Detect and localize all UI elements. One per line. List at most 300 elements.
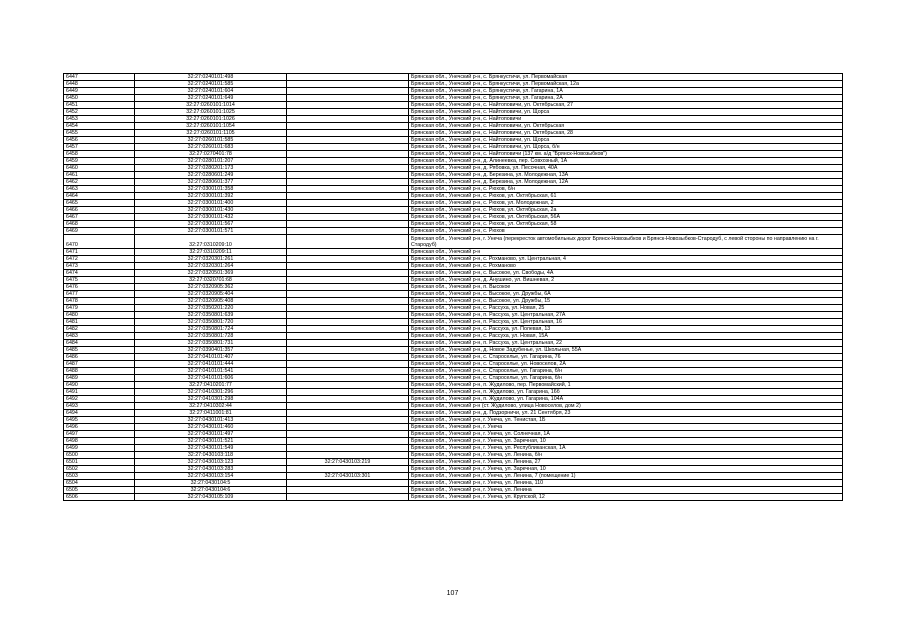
table-row [64, 179, 843, 186]
address-cell: Брянская обл., Унечский р-н, г. Унеча, ул. Ленина, 27 [409, 459, 843, 466]
table-row [64, 375, 843, 382]
related-cadastral-cell [287, 116, 409, 123]
row-number-cell: 6491 [64, 389, 135, 396]
row-number-cell: 6496 [64, 424, 135, 431]
address-cell: Брянская обл., Унечский р-н, с. Брянкустичи, ул. Гагарина, 2А [409, 95, 843, 102]
cadastral-number-cell: 32:27:0300101:571 [135, 228, 287, 235]
row-number-cell: 6506 [64, 494, 135, 501]
table-row [64, 438, 843, 445]
related-cadastral-cell [287, 263, 409, 270]
cadastral-number-cell: 32:27:0310209:10 [135, 235, 287, 249]
registry-table-container [63, 73, 842, 501]
table-row [64, 312, 843, 319]
related-cadastral-cell [287, 235, 409, 249]
related-cadastral-cell [287, 466, 409, 473]
address-cell: Брянская обл., Унечский р-н, с. Рассуха, ул. Новая, 15А [409, 333, 843, 340]
cadastral-number-cell: 32:27:0280601:249 [135, 172, 287, 179]
cadastral-number-cell: 32:27:0280201:173 [135, 165, 287, 172]
table-row [64, 487, 843, 494]
cadastral-number-cell: 32:27:0260101:683 [135, 144, 287, 151]
row-number-cell: 6504 [64, 480, 135, 487]
address-cell: Брянская обл., Унечский р-н, с. Рюхов, б/н [409, 186, 843, 193]
table-row [64, 214, 843, 221]
related-cadastral-cell [287, 228, 409, 235]
address-cell: Брянская обл., Унечский р-н, п. Рассуха, ул. Центральная, 16 [409, 319, 843, 326]
related-cadastral-cell [287, 298, 409, 305]
row-number-cell: 6449 [64, 88, 135, 95]
address-cell: Брянская обл., Унечский р-н, с. Найтоповичи, ул. Щорса [409, 109, 843, 116]
address-cell: Брянская обл., Унечский р-н, д. Березина, ул. Молодежная, 13А [409, 172, 843, 179]
address-cell: Брянская обл., Унечский р-н, с. Старосельe, ул. Новоселов, 2А [409, 361, 843, 368]
address-cell: Брянская обл., Унечский р-н, с. Рюхов, ул. Октябрьская, 2а [409, 207, 843, 214]
cadastral-number-cell: 32:27:0430104:5 [135, 480, 287, 487]
row-number-cell: 6455 [64, 130, 135, 137]
cadastral-number-cell: 32:27:0430101:497 [135, 431, 287, 438]
cadastral-number-cell: 32:27:0430101:413 [135, 417, 287, 424]
cadastral-number-cell: 32:27:0430103:123 [135, 459, 287, 466]
row-number-cell: 6482 [64, 326, 135, 333]
address-cell: Брянская обл., Унечский р-н, с. Высокое, ул. Свободы, 4А [409, 270, 843, 277]
table-row [64, 109, 843, 116]
row-number-cell: 6468 [64, 221, 135, 228]
related-cadastral-cell [287, 494, 409, 501]
table-row [64, 165, 843, 172]
address-cell: Брянская обл., Унечский р-н, с. Рюхов [409, 228, 843, 235]
table-row [64, 207, 843, 214]
address-cell: Брянская обл., Унечский р-н, д. Березина, ул. Молодежная, 12А [409, 179, 843, 186]
related-cadastral-cell [287, 424, 409, 431]
row-number-cell: 6481 [64, 319, 135, 326]
related-cadastral-cell [287, 95, 409, 102]
address-cell: Брянская обл., Унечский р-н, д. Новое Задубенье, ул. Школьная, 55А [409, 347, 843, 354]
cadastral-number-cell: 32:27:0430103:118 [135, 452, 287, 459]
related-cadastral-cell [287, 284, 409, 291]
row-number-cell: 6461 [64, 172, 135, 179]
row-number-cell: 6502 [64, 466, 135, 473]
address-cell: Брянская обл., Унечский р-н, с. Старосельe, ул. Гагарина, б/н [409, 368, 843, 375]
row-number-cell: 6473 [64, 263, 135, 270]
address-cell: Брянская обл., Унечский р-н, г. Унеча, ул. Республиканская, 1А [409, 445, 843, 452]
address-cell: Брянская обл., Унечский р-н, с. Рюхов, ул. Октябрьская, 61 [409, 193, 843, 200]
row-number-cell: 6498 [64, 438, 135, 445]
address-cell: Брянская обл., Унечский р-н, с. Брянкустичи, ул. Гагарина, 1А [409, 88, 843, 95]
table-row [64, 284, 843, 291]
row-number-cell: 6489 [64, 375, 135, 382]
address-cell: Брянская обл., Унечский р-н, с. Рассуха, ул. Полевая, 13 [409, 326, 843, 333]
table-row [64, 473, 843, 480]
row-number-cell: 6453 [64, 116, 135, 123]
related-cadastral-cell [287, 291, 409, 298]
cadastral-number-cell: 32:27:0310209:11 [135, 249, 287, 256]
row-number-cell: 6492 [64, 396, 135, 403]
related-cadastral-cell [287, 361, 409, 368]
cadastral-number-cell: 32:27:0320301:264 [135, 263, 287, 270]
cadastral-number-cell: 32:27:0430101:460 [135, 424, 287, 431]
cadastral-number-cell: 32:27:0430105:109 [135, 494, 287, 501]
table-row [64, 137, 843, 144]
row-number-cell: 6485 [64, 347, 135, 354]
related-cadastral-cell [287, 186, 409, 193]
cadastral-number-cell: 32:27:0350801:731 [135, 340, 287, 347]
table-row [64, 445, 843, 452]
row-number-cell: 6474 [64, 270, 135, 277]
table-row [64, 88, 843, 95]
related-cadastral-cell [287, 354, 409, 361]
address-cell: Брянская обл., Унечский р-н, с. Найтоповичи, ул. Щорса [409, 137, 843, 144]
related-cadastral-cell [287, 480, 409, 487]
related-cadastral-cell [287, 151, 409, 158]
address-cell: Брянская обл., Унечский р-н, с. Рюхов, ул. Молодежная, 2 [409, 200, 843, 207]
address-cell: Брянская обл., Унечский р-н (ст. Жудилово, улица Новоселов, дом 2) [409, 403, 843, 410]
related-cadastral-cell [287, 200, 409, 207]
row-number-cell: 6490 [64, 382, 135, 389]
row-number-cell: 6501 [64, 459, 135, 466]
row-number-cell: 6503 [64, 473, 135, 480]
related-cadastral-cell [287, 431, 409, 438]
row-number-cell: 6454 [64, 123, 135, 130]
related-cadastral-cell [287, 382, 409, 389]
row-number-cell: 6479 [64, 305, 135, 312]
address-cell: Брянская обл., Унечский р-н, п. Рассуха, ул. Центральная, 22 [409, 340, 843, 347]
cadastral-number-cell: 32:27:0300101:392 [135, 193, 287, 200]
related-cadastral-cell [287, 305, 409, 312]
related-cadastral-cell [287, 214, 409, 221]
cadastral-number-cell: 32:27:0350801:724 [135, 326, 287, 333]
related-cadastral-cell [287, 375, 409, 382]
related-cadastral-cell [287, 207, 409, 214]
table-row [64, 116, 843, 123]
cadastral-number-cell: 32:27:0300101:567 [135, 221, 287, 228]
row-number-cell: 6471 [64, 249, 135, 256]
address-cell: Брянская обл., Унечский р-н, г. Унеча, ул. Заречная, 10 [409, 466, 843, 473]
table-row [64, 410, 843, 417]
row-number-cell: 6458 [64, 151, 135, 158]
row-number-cell: 6493 [64, 403, 135, 410]
cadastral-number-cell: 32:27:0350801:720 [135, 319, 287, 326]
address-cell: Брянская обл., Унечский р-н, с. Старосельe, ул. Гагарина, 76 [409, 354, 843, 361]
cadastral-number-cell: 32:27:0320301:261 [135, 256, 287, 263]
address-cell: Брянская обл., Унечский р-н, с. Найтоповичи (137 км. а/д "Брянск-Новозыбков") [409, 151, 843, 158]
row-number-cell: 6480 [64, 312, 135, 319]
cadastral-number-cell: 32:27:0430101:521 [135, 438, 287, 445]
table-row [64, 193, 843, 200]
table-row [64, 403, 843, 410]
table-row [64, 431, 843, 438]
row-number-cell: 6469 [64, 228, 135, 235]
table-row [64, 81, 843, 88]
address-cell: Брянская обл., Унечский р-н, г. Унеча, ул. Ленина, 110 [409, 480, 843, 487]
table-row [64, 249, 843, 256]
related-cadastral-cell [287, 249, 409, 256]
address-cell: Брянская обл., Унечский р-н, д. Анушино, ул. Вишневая, 2 [409, 277, 843, 284]
related-cadastral-cell [287, 333, 409, 340]
cadastral-number-cell: 32:27:0270401:78 [135, 151, 287, 158]
cadastral-number-cell: 32:27:0320701:68 [135, 277, 287, 284]
row-number-cell: 6460 [64, 165, 135, 172]
cadastral-number-cell: 32:27:0430104:6 [135, 487, 287, 494]
table-row [64, 452, 843, 459]
row-number-cell: 6487 [64, 361, 135, 368]
address-cell: Брянская обл., Унечский р-н, п. Жудилово, ул. Гагарина, 16б [409, 389, 843, 396]
related-cadastral-cell [287, 326, 409, 333]
table-row [64, 389, 843, 396]
address-cell: Брянская обл., Унечский р-н, с. Найтоповичи, ул. Щорса, б/н [409, 144, 843, 151]
address-cell: Брянская обл., Унечский р-н, с. Рассуха, ул. Новая, 25 [409, 305, 843, 312]
related-cadastral-cell [287, 137, 409, 144]
cadastral-number-cell: 32:27:0260101:1026 [135, 116, 287, 123]
table-row [64, 95, 843, 102]
table-row [64, 74, 843, 81]
table-row [64, 221, 843, 228]
table-row [64, 494, 843, 501]
row-number-cell: 6478 [64, 298, 135, 305]
related-cadastral-cell [287, 452, 409, 459]
address-cell: Брянская обл., Унечский р-н, с. Высокое, ул. Дружбы, 15 [409, 298, 843, 305]
address-cell: Брянская обл., Унечский р-н, с. Старосельe, ул. Гагарина, б/н [409, 375, 843, 382]
cadastral-number-cell: 32:27:0411001:81 [135, 410, 287, 417]
related-cadastral-cell [287, 172, 409, 179]
cadastral-number-cell: 32:27:0300101:432 [135, 214, 287, 221]
table-row [64, 158, 843, 165]
cadastral-number-cell: 32:27:0410101:606 [135, 375, 287, 382]
table-row [64, 291, 843, 298]
cadastral-number-cell: 32:27:0410101:444 [135, 361, 287, 368]
table-row [64, 354, 843, 361]
row-number-cell: 6457 [64, 144, 135, 151]
address-cell: Брянская обл., Унечский р-н, с. Найтоповичи [409, 116, 843, 123]
table-row [64, 263, 843, 270]
row-number-cell: 6452 [64, 109, 135, 116]
row-number-cell: 6477 [64, 291, 135, 298]
related-cadastral-cell [287, 312, 409, 319]
table-row [64, 333, 843, 340]
cadastral-number-cell: 32:27:0260101:1014 [135, 102, 287, 109]
row-number-cell: 6494 [64, 410, 135, 417]
address-cell: Брянская обл., Унечский р-н, г. Унеча (перекресток автомобильных дорог Брянск-Новозыбков и Брянск-Новозыбков-Стародуб, с левой стороны по направлению на г. Стародуб) [409, 235, 843, 249]
table-row [64, 228, 843, 235]
table-row [64, 368, 843, 375]
related-cadastral-cell [287, 396, 409, 403]
related-cadastral-cell [287, 487, 409, 494]
related-cadastral-cell [287, 277, 409, 284]
related-cadastral-cell [287, 109, 409, 116]
row-number-cell: 6472 [64, 256, 135, 263]
row-number-cell: 6499 [64, 445, 135, 452]
table-row [64, 186, 843, 193]
address-cell: Брянская обл., Унечский р-н, с. Рюхов, ул. Октябрьская, 58 [409, 221, 843, 228]
address-cell: Брянская обл., Унечский р-н [409, 249, 843, 256]
address-cell: Брянская обл., Унечский р-н, г. Унеча, ул. Заречная, 10 [409, 438, 843, 445]
table-row [64, 270, 843, 277]
address-cell: Брянская обл., Унечский р-н, с. Найтоповичи, ул. Октябрьская, 28 [409, 130, 843, 137]
cadastral-number-cell: 32:27:0390401:357 [135, 347, 287, 354]
table-row [64, 298, 843, 305]
related-cadastral-cell [287, 347, 409, 354]
cadastral-number-cell: 32:27:0350801:639 [135, 312, 287, 319]
row-number-cell: 6448 [64, 81, 135, 88]
address-cell: Брянская обл., Унечский р-н, п. Высокое [409, 284, 843, 291]
cadastral-number-cell: 32:27:0240101:649 [135, 95, 287, 102]
row-number-cell: 6488 [64, 368, 135, 375]
related-cadastral-cell [287, 193, 409, 200]
table-row [64, 347, 843, 354]
related-cadastral-cell [287, 438, 409, 445]
address-cell: Брянская обл., Унечский р-н, п. Рассуха, ул. Центральная, 27А [409, 312, 843, 319]
address-cell: Брянская обл., Унечский р-н, д. Рябовка, ул. Песочная, 40А [409, 165, 843, 172]
row-number-cell: 6505 [64, 487, 135, 494]
table-row [64, 151, 843, 158]
address-cell: Брянская обл., Унечский р-н, д. Алинеевка, пер. Совхозный, 1А [409, 158, 843, 165]
cadastral-number-cell: 32:27:0430101:549 [135, 445, 287, 452]
related-cadastral-cell: 32:27:0430103:219 [287, 459, 409, 466]
row-number-cell: 6476 [64, 284, 135, 291]
row-number-cell: 6459 [64, 158, 135, 165]
related-cadastral-cell [287, 74, 409, 81]
row-number-cell: 6451 [64, 102, 135, 109]
table-row [64, 417, 843, 424]
table-row [64, 256, 843, 263]
row-number-cell: 6495 [64, 417, 135, 424]
address-cell: Брянская обл., Унечский р-н, с. Брянкустичи, ул. Первомайская, 12а [409, 81, 843, 88]
related-cadastral-cell [287, 179, 409, 186]
cadastral-number-cell: 32:27:0280601:377 [135, 179, 287, 186]
related-cadastral-cell [287, 403, 409, 410]
related-cadastral-cell [287, 88, 409, 95]
address-cell: Брянская обл., Унечский р-н, г. Унеча, ул. Ленина [409, 487, 843, 494]
related-cadastral-cell: 32:27:0430103:301 [287, 473, 409, 480]
related-cadastral-cell [287, 102, 409, 109]
table-row [64, 130, 843, 137]
related-cadastral-cell [287, 368, 409, 375]
cadastral-number-cell: 32:27:0280101:207 [135, 158, 287, 165]
row-number-cell: 6486 [64, 354, 135, 361]
address-cell: Брянская обл., Унечский р-н, с. Рюхов, ул. Октябрьская, 56А [409, 214, 843, 221]
cadastral-number-cell: 32:27:0320905:404 [135, 291, 287, 298]
table-row [64, 102, 843, 109]
row-number-cell: 6475 [64, 277, 135, 284]
related-cadastral-cell [287, 389, 409, 396]
cadastral-number-cell: 32:27:0410101:541 [135, 368, 287, 375]
row-number-cell: 6462 [64, 179, 135, 186]
table-row [64, 305, 843, 312]
row-number-cell: 6450 [64, 95, 135, 102]
related-cadastral-cell [287, 158, 409, 165]
related-cadastral-cell [287, 81, 409, 88]
address-cell: Брянская обл., Унечский р-н, г. Унеча, ул. Крупской, 12 [409, 494, 843, 501]
related-cadastral-cell [287, 410, 409, 417]
row-number-cell: 6456 [64, 137, 135, 144]
row-number-cell: 6466 [64, 207, 135, 214]
cadastral-number-cell: 32:27:0410301:296 [135, 389, 287, 396]
cadastral-number-cell: 32:27:0240101:498 [135, 74, 287, 81]
table-row [64, 277, 843, 284]
row-number-cell: 6447 [64, 74, 135, 81]
related-cadastral-cell [287, 445, 409, 452]
cadastral-number-cell: 32:27:0410302:44 [135, 403, 287, 410]
address-cell: Брянская обл., Унечский р-н, с. Найтоповичи, ул. Октябрьская [409, 123, 843, 130]
address-cell: Брянская обл., Унечский р-н, г. Унеча [409, 424, 843, 431]
cadastral-number-cell: 32:27:0260101:1105 [135, 130, 287, 137]
row-number-cell: 6463 [64, 186, 135, 193]
related-cadastral-cell [287, 123, 409, 130]
address-cell: Брянская обл., Унечский р-н, п. Жудилово, ул. Гагарина, 104А [409, 396, 843, 403]
cadastral-number-cell: 32:27:0260101:1025 [135, 109, 287, 116]
row-number-cell: 6484 [64, 340, 135, 347]
related-cadastral-cell [287, 144, 409, 151]
cadastral-number-cell: 32:27:0260101:1054 [135, 123, 287, 130]
row-number-cell: 6483 [64, 333, 135, 340]
table-row [64, 200, 843, 207]
table-row [64, 459, 843, 466]
address-cell: Брянская обл., Унечский р-н, г. Унеча, ул. Ленина, 7 (помещение 1) [409, 473, 843, 480]
table-row [64, 235, 843, 249]
address-cell: Брянская обл., Унечский р-н, с. Рохманово, ул. Центральная, 4 [409, 256, 843, 263]
row-number-cell: 6467 [64, 214, 135, 221]
table-row [64, 340, 843, 347]
row-number-cell: 6500 [64, 452, 135, 459]
related-cadastral-cell [287, 256, 409, 263]
cadastral-number-cell: 32:27:0320905:408 [135, 298, 287, 305]
table-row [64, 144, 843, 151]
related-cadastral-cell [287, 270, 409, 277]
row-number-cell: 6465 [64, 200, 135, 207]
related-cadastral-cell [287, 340, 409, 347]
cadastral-number-cell: 32:27:0300101:358 [135, 186, 287, 193]
related-cadastral-cell [287, 221, 409, 228]
address-cell: Брянская обл., Унечский р-н, д. Подзорничи, ул. 21 Сентября, 23 [409, 410, 843, 417]
cadastral-number-cell: 32:27:0430103:154 [135, 473, 287, 480]
table-row [64, 424, 843, 431]
related-cadastral-cell [287, 319, 409, 326]
related-cadastral-cell [287, 130, 409, 137]
cadastral-number-cell: 32:27:0260101:585 [135, 137, 287, 144]
address-cell: Брянская обл., Унечский р-н, с. Высокое, ул. Дружбы, 6А [409, 291, 843, 298]
table-row [64, 382, 843, 389]
address-cell: Брянская обл., Унечский р-н, п. Жудилово, пер. Первомайский, 1 [409, 382, 843, 389]
address-cell: Брянская обл., Унечский р-н, с. Найтоповичи, ул. Октябрьская, 27 [409, 102, 843, 109]
page-number: 107 [446, 590, 459, 597]
address-cell: Брянская обл., Унечский р-н, с. Рохманово [409, 263, 843, 270]
cadastral-number-cell: 32:27:0300101:400 [135, 200, 287, 207]
table-row [64, 396, 843, 403]
row-number-cell: 6464 [64, 193, 135, 200]
registry-table-body [64, 74, 843, 501]
cadastral-number-cell: 32:27:0350801:728 [135, 333, 287, 340]
cadastral-number-cell: 32:27:0320501:369 [135, 270, 287, 277]
table-row [64, 361, 843, 368]
table-row [64, 466, 843, 473]
cadastral-number-cell: 32:27:0350201:220 [135, 305, 287, 312]
table-row [64, 326, 843, 333]
table-row [64, 123, 843, 130]
cadastral-number-cell: 32:27:0240101:585 [135, 81, 287, 88]
cadastral-number-cell: 32:27:0240101:604 [135, 88, 287, 95]
table-row [64, 480, 843, 487]
address-cell: Брянская обл., Унечский р-н, с. Брянкустичи, ул. Первомайская [409, 74, 843, 81]
cadastral-number-cell: 32:27:0410101:407 [135, 354, 287, 361]
row-number-cell: 6497 [64, 431, 135, 438]
registry-table [63, 73, 843, 501]
row-number-cell: 6470 [64, 235, 135, 249]
cadastral-number-cell: 32:27:0410301:298 [135, 396, 287, 403]
cadastral-number-cell: 32:27:0430103:283 [135, 466, 287, 473]
address-cell: Брянская обл., Унечский р-н, г. Унеча, ул. Тенистая, 1Б [409, 417, 843, 424]
cadastral-number-cell: 32:27:0320905:362 [135, 284, 287, 291]
address-cell: Брянская обл., Унечский р-н, г. Унеча, ул. Ленина, б/н [409, 452, 843, 459]
table-row [64, 319, 843, 326]
table-row [64, 172, 843, 179]
cadastral-number-cell: 32:27:0300101:430 [135, 207, 287, 214]
